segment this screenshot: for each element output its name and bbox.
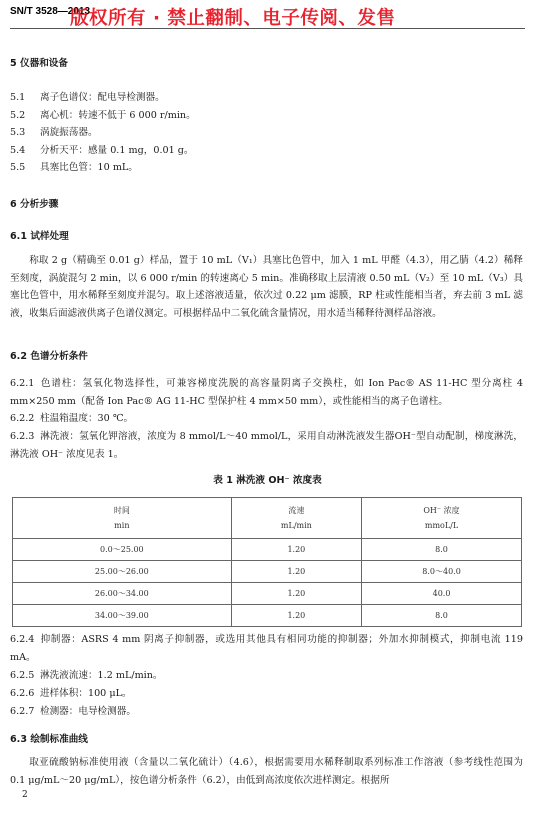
section-6 (10, 196, 523, 214)
table-row: 25.00～26.00 1.20 8.0～40.0 (13, 561, 522, 583)
standard-number: SN/T 3528—2013 (10, 6, 91, 17)
page-number: 2 (22, 790, 28, 800)
eluent-table (12, 497, 522, 627)
item-6-2-2: 6.2.2 柱温箱温度：30 ℃。 (10, 413, 134, 424)
table-row: 0.0～25.00 1.20 8.0 (13, 539, 522, 561)
section-6-3-paragraph: 取亚硫酸钠标准使用液（含量以二氧化硫计）（4.6），根据需要用水稀释制取系列标准工作溶液（参考线性范围为 0.1 μg/mL～20 μg/mL），按色谱分析条件（6.2），由低到高浓度依次进样测定。根据所 (10, 757, 523, 786)
section-5 (10, 55, 523, 73)
section-6-1 (10, 228, 523, 246)
item-6-2-3: 6.2.3 淋洗液：氢氧化钾溶液，浓度为 8 mmol/L～40 mmol/L，采用自动淋洗液发生器OH⁻型自动配制，梯度淋洗，淋洗液 OH⁻ 浓度见表 1。 (10, 431, 523, 460)
section-6-2 (10, 348, 523, 366)
section-6-3-title: 6.3 绘制标准曲线 (10, 734, 88, 745)
section-6-1-title: 6.1 试样处理 (10, 231, 69, 242)
item-6-2-7: 6.2.7 检测器：电导检测器。 (10, 706, 136, 717)
item-5-1: 5.1 离子色谱仪：配电导检测器。 (10, 92, 165, 103)
header-flow: 流速 mL/min (231, 498, 361, 539)
item-5-2: 5.2 离心机：转速不低于 6 000 r/min。 (10, 109, 196, 121)
table-1-caption: 表 1 淋洗液 OH⁻ 浓度表 (213, 475, 322, 486)
item-6-2-4: 6.2.4 抑制器：ASRS 4 mm 阴离子抑制器，或选用其他具有相同功能的抑制器；外加水抑制模式，抑制电流 119 mA。 (10, 634, 523, 663)
item-5-3: 5.3 涡旋振荡器。 (10, 127, 98, 138)
section-6-title: 6 分析步骤 (10, 199, 59, 210)
section-6-1-paragraph: 称取 2 g（精确至 0.01 g）样品，置于 10 mL（V₁）具塞比色管中，加入 1 mL 甲醛（4.3），用乙腈（4.2）稀释至刻度，涡旋混匀 2 min，以 6 000 r/min 的转速离心 5 min。准确移取上层清液 0.50 mL（V₂）至 10 mL（V₃）具塞比色管中，用水稀释至刻度并混匀。取上述溶液适量，依次过 0.22 μm 滤膜，RP 柱或性能相当者，弃去前 3 mL 滤液，收集后面滤液供离子色谱仪测定。可根据样品中二氧化硫含量情况，用水适当稀释待测样品溶液。 (10, 255, 523, 319)
copyright-watermark: 版权所有 · 禁止翻制、电子传阅、发售 (70, 8, 396, 29)
table-row: 34.00～39.00 1.20 8.0 (13, 605, 522, 627)
section-5-items (10, 89, 523, 177)
header-rule (10, 28, 525, 29)
item-5-5: 5.5 具塞比色管：10 mL。 (10, 162, 138, 173)
table-row: 26.00～34.00 1.20 40.0 (13, 583, 522, 605)
item-6-2-5: 6.2.5 淋洗液流速：1.2 mL/min。 (10, 670, 163, 681)
item-6-2-6: 6.2.6 进样体积：100 μL。 (10, 688, 132, 699)
header-concentration: OH⁻ 浓度 mmoL/L (362, 498, 522, 539)
section-5-title: 5 仪器和设备 (10, 58, 68, 69)
section-6-3 (10, 731, 523, 749)
item-6-2-1: 6.2.1 色谱柱：氢氧化物选择性，可兼容梯度洗脱的高容量阴离子交换柱，如 Ion Pac® AS 11-HC 型分离柱 4 mm×250 mm（配备 Ion Pac® AG 11-HC 型保护柱 4 mm×50 mm），或性能相当的离子色谱柱。 (10, 378, 523, 407)
header-time: 时间 min (13, 498, 232, 539)
section-6-2-title: 6.2 色谱分析条件 (10, 351, 88, 362)
item-5-4: 5.4 分析天平：感量 0.1 mg，0.01 g。 (10, 144, 194, 156)
